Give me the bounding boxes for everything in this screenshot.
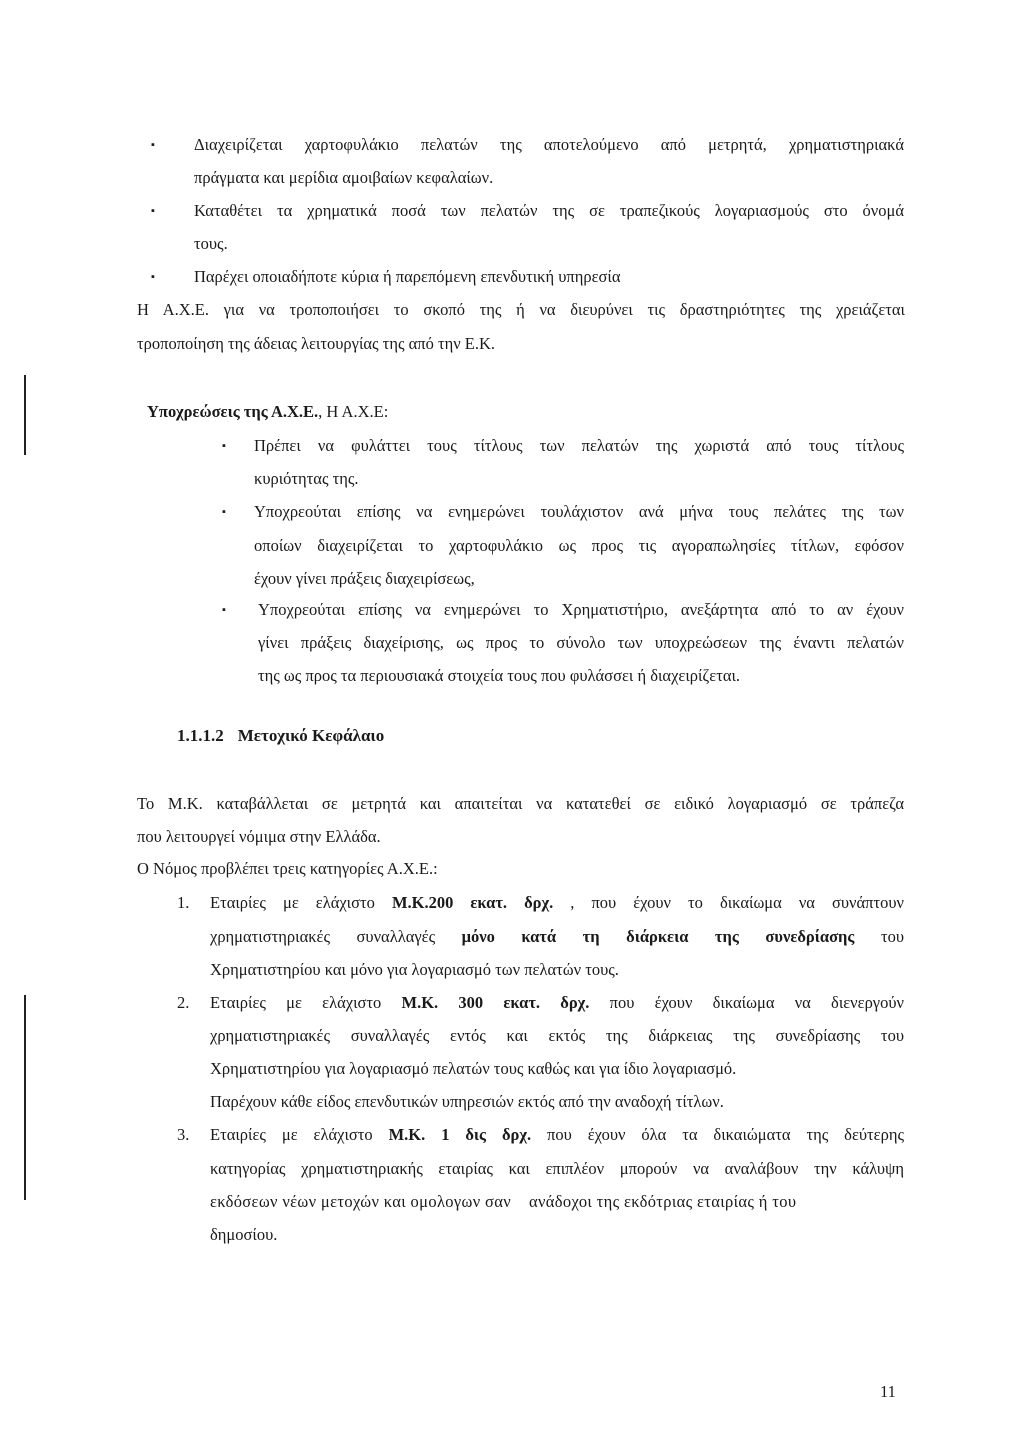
paragraph-line: τροποποίηση της άδειας λειτουργίας της από την Ε.Κ. bbox=[137, 334, 496, 353]
bullet-item-line: τους. bbox=[194, 234, 228, 253]
paragraph-line: Η Α.Χ.Ε. για να τροποποιήσει το σκοπό της ή να διευρύνει τις δραστηριότητες της χρειάζεται bbox=[137, 300, 905, 319]
scan-margin-mark bbox=[24, 995, 26, 1200]
bullet-item-line: Παρέχει οποιαδήποτε κύρια ή παρεπόμενη επενδυτική υπηρεσία bbox=[194, 267, 621, 286]
list-number: 1. bbox=[177, 893, 190, 912]
paragraph-line: Ο Νόμος προβλέπει τρεις κατηγορίες Α.Χ.Ε.: bbox=[137, 859, 438, 878]
capital-amount: Μ.Κ. 300 εκατ. δρχ. bbox=[401, 993, 590, 1012]
capital-amount: Μ.Κ. 1 δις δρχ. bbox=[388, 1125, 532, 1144]
obligation-line: έχουν γίνει πράξεις διαχειρίσεως, bbox=[254, 569, 475, 588]
obligation-line: της ως προς τα περιουσιακά στοιχεία τους που φυλάσσει ή διαχειρίζεται. bbox=[258, 666, 741, 685]
capital-amount: Μ.Κ.200 εκατ. δρχ. bbox=[391, 893, 554, 912]
bullet-item-line: πράγματα και μερίδια αμοιβαίων κεφαλαίων. bbox=[194, 168, 494, 187]
category-emphasis: μόνο κατά τη διάρκεια της συνεδρίασης bbox=[461, 927, 855, 946]
bullet-marker: ▪ bbox=[151, 139, 155, 151]
list-number: 3. bbox=[177, 1125, 190, 1144]
obligations-heading-rest: , Η Α.Χ.Ε: bbox=[318, 402, 389, 421]
category-line: δημοσίου. bbox=[210, 1225, 278, 1244]
category-line: Εταιρίες με ελάχιστο Μ.Κ. 300 εκατ. δρχ. που έχουν δικαίωμα να διενεργούν bbox=[210, 993, 904, 1012]
obligation-line: οποίων διαχειρίζεται το χαρτοφυλάκιο ως προς τις αγοραπωλησίες τίτλων, εφόσον bbox=[254, 536, 904, 555]
category-line: εκδόσεων νέων μετοχών και ομολογων σαν ανάδοχοι της εκδότριας εταιρίας ή του bbox=[210, 1192, 797, 1211]
category-line: Παρέχουν κάθε είδος επενδυτικών υπηρεσιών εκτός από την αναδοχή τίτλων. bbox=[210, 1092, 724, 1111]
obligation-line: Υποχρεούται επίσης να ενημερώνει το Χρηματιστήριο, ανεξάρτητα από το αν έχουν bbox=[258, 600, 904, 619]
section-number: 1.1.1.2 bbox=[177, 726, 224, 745]
section-heading bbox=[177, 726, 384, 746]
obligation-line: Υποχρεούται επίσης να ενημερώνει τουλάχιστον ανά μήνα τους πελάτες της των bbox=[254, 502, 904, 521]
bullet-marker: ▪ bbox=[222, 604, 226, 616]
paragraph-line: Το Μ.Κ. καταβάλλεται σε μετρητά και απαιτείται να κατατεθεί σε ειδικό λογαριασμό σε τράπεζα bbox=[137, 794, 904, 813]
bullet-item-line: Διαχειρίζεται χαρτοφυλάκιο πελατών της αποτελούμενο από μετρητά, χρηματιστηριακά bbox=[194, 135, 904, 154]
category-line: χρηματιστηριακές συναλλαγές εντός και εκτός της διάρκειας της συνεδρίασης του bbox=[210, 1026, 904, 1045]
category-line: Χρηματιστηρίου και μόνο για λογαριασμό των πελατών τους. bbox=[210, 960, 619, 979]
list-number: 2. bbox=[177, 993, 190, 1012]
category-line: Εταιρίες με ελάχιστο Μ.Κ. 1 δις δρχ. που έχουν όλα τα δικαιώματα της δεύτερης bbox=[210, 1125, 904, 1144]
bullet-item-line: Καταθέτει τα χρηματικά ποσά των πελατών της σε τραπεζικούς λογαριασμούς στο όνομά bbox=[194, 201, 904, 220]
obligation-line: γίνει πράξεις διαχείρισης, ως προς το σύνολο των υποχρεώσεων της έναντι πελατών bbox=[258, 633, 904, 652]
bullet-marker: ▪ bbox=[222, 440, 226, 452]
obligations-heading-bold: Υποχρεώσεις της Α.Χ.Ε. bbox=[147, 402, 319, 421]
scan-margin-mark bbox=[24, 375, 26, 455]
category-line: Χρηματιστηρίου για λογαριασμό πελατών τους καθώς και για ίδιο λογαριασμό. bbox=[210, 1059, 737, 1078]
page-number: 11 bbox=[880, 1382, 896, 1401]
section-title: Μετοχικό Κεφάλαιο bbox=[237, 726, 385, 745]
category-line: Εταιρίες με ελάχιστο Μ.Κ.200 εκατ. δρχ. , που έχουν το δικαίωμα να συνάπτουν bbox=[210, 893, 904, 912]
obligation-line: κυριότητας της. bbox=[254, 469, 359, 488]
obligation-line: Πρέπει να φυλάττει τους τίτλους των πελατών της χωριστά από τους τίτλους bbox=[254, 436, 904, 455]
category-line: κατηγορίας χρηματιστηριακής εταιρίας και επιπλέον μπορούν να αναλάβουν την κάλυψη bbox=[210, 1159, 904, 1178]
paragraph-line: που λειτουργεί νόμιμα στην Ελλάδα. bbox=[137, 827, 381, 846]
obligations-heading bbox=[147, 402, 388, 422]
bullet-marker: ▪ bbox=[222, 506, 226, 518]
bullet-marker: ▪ bbox=[151, 205, 155, 217]
bullet-marker: ▪ bbox=[151, 271, 155, 283]
category-line: χρηματιστηριακές συναλλαγές μόνο κατά τη διάρκεια της συνεδρίασης του bbox=[210, 927, 904, 946]
